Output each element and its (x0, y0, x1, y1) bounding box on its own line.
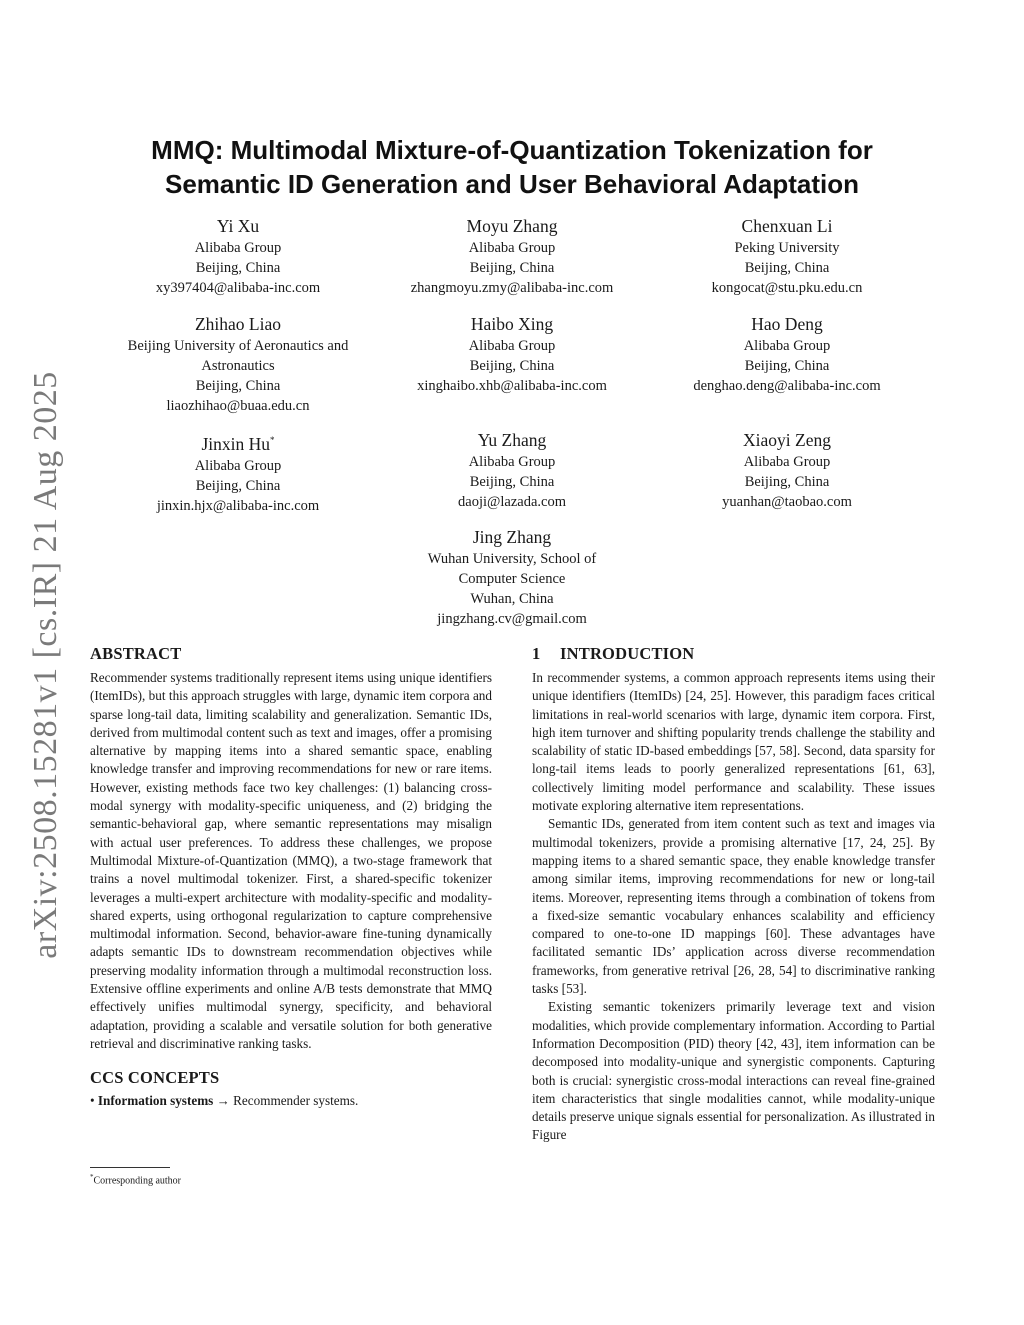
author-affiliation: Wuhan University, School of (427, 551, 597, 567)
introduction-paragraph: In recommender systems, a common approach represents items using their unique identifiers (ItemIDs) [24, 25]. However, this paradigm faces critical limitations in real-world scenarios with large, dynamic item corpora. First, high item turnover and shifting popularity trends challenge the stability and scalability of static ID-based embeddings [57, 58]. Second, data sparsity for long-tail items leads to poorly generalized representations [61, 63], collectively limiting model performance and scalability. These issues motivate exploring alternative item representations. (532, 670, 935, 814)
introduction-paragraph: Semantic IDs, generated from item content such as text and images via multimodal tokenizers, provide a promising alternative [17, 24, 25]. By mapping items to a shared semantic space, they enable knowledge transfer among similar items, improving recommendations for new or long-tail items. Moreover, representing items through a combination of tokens from a fixed-size semantic vocabulary enhances scalability and efficiency compared to one-to-one ID mappings [60]. These advantages have facilitated semantic IDs’ application across diverse recommendation frameworks, from generative retrival [26, 28, 54] to discriminative ranking tasks [53]. (532, 816, 935, 997)
author-affiliation: Alibaba Group (468, 338, 556, 354)
ccs-arrow: → (216, 1093, 230, 1109)
section-number: 1 (532, 644, 541, 663)
author-location: Beijing, China (744, 474, 830, 490)
abstract-heading: ABSTRACT (90, 644, 182, 663)
author-email: zhangmoyu.zmy@alibaba-inc.com (410, 280, 614, 296)
footnote-rule (90, 1167, 170, 1168)
author-name: Yi Xu (216, 216, 260, 236)
ccs-term: Information systems (97, 1093, 214, 1109)
author-affiliation: Alibaba Group (743, 338, 831, 354)
author-card (90, 312, 386, 416)
ccs-concept-entry (90, 1091, 492, 1111)
paper-title-line-1: MMQ: Multimodal Mixture-of-Quantization Tokenization for (151, 135, 873, 165)
author-email: jingzhang.cv@gmail.com (437, 611, 587, 627)
author-card (374, 214, 650, 298)
author-card (374, 312, 650, 396)
author-card (374, 428, 650, 512)
author-affiliation: Alibaba Group (468, 454, 556, 470)
author-name: Jing Zhang (472, 527, 552, 547)
author-affiliation: Alibaba Group (743, 454, 831, 470)
author-location: Beijing, China (744, 260, 830, 276)
author-location: Beijing, China (469, 358, 555, 374)
author-location: Beijing, China (195, 378, 281, 394)
author-email: liaozhihao@buaa.edu.cn (166, 398, 310, 414)
author-email: jinxin.hjx@alibaba-inc.com (156, 497, 320, 514)
ccs-subterm: Recommender systems. (233, 1093, 359, 1109)
author-affiliation: Beijing University of Aeronautics and (127, 338, 349, 354)
arxiv-identifier-stamp (16, 372, 76, 958)
author-location: Beijing, China (195, 477, 281, 494)
introduction-heading (532, 643, 935, 665)
author-name: Moyu Zhang (466, 216, 558, 236)
ccs-bullet: • (90, 1093, 95, 1109)
footnote-marker: * (90, 1173, 94, 1181)
author-location: Beijing, China (469, 474, 555, 490)
author-affiliation: Alibaba Group (468, 240, 556, 256)
corresponding-author-marker: * (270, 435, 275, 445)
author-card (90, 214, 386, 298)
author-card (640, 428, 934, 512)
author-email: yuanhan@taobao.com (722, 494, 852, 510)
author-affiliation: Alibaba Group (194, 240, 282, 256)
author-name: Yu Zhang (477, 430, 547, 450)
footnote-text: Corresponding author (93, 1175, 181, 1187)
author-name: Zhihao Liao (194, 314, 281, 334)
author-name: Xiaoyi Zeng (743, 430, 831, 450)
footnote (90, 1173, 181, 1186)
author-location: Beijing, China (195, 260, 281, 276)
author-email: kongocat@stu.pku.edu.cn (711, 280, 863, 296)
paper-title (90, 133, 934, 201)
author-email: xinghaibo.xhb@alibaba-inc.com (417, 378, 607, 394)
author-email: denghao.deng@alibaba-inc.com (693, 378, 881, 394)
author-affiliation: Computer Science (458, 571, 566, 587)
author-card (640, 312, 934, 396)
author-name: Hao Deng (751, 314, 823, 334)
abstract-section (90, 643, 492, 1111)
introduction-paragraph: Existing semantic tokenizers primarily leverage text and vision modalities, which provide complementary information. According to Partial Information Decomposition (PID) theory [42, 43], item information can be decomposed into modality-unique and synergistic components. Capturing both is crucial: synergistic cross-modal interactions can reveal fine-grained item characteristics that single modalities cannot, while modality-unique details preserve unique signals essential for personalization. As illustrated in Figure (532, 999, 935, 1143)
author-affiliation: Astronautics (201, 358, 275, 374)
author-name: Chenxuan Li (741, 216, 833, 236)
paper-title-line-2: Semantic ID Generation and User Behavioral Adaptation (165, 169, 859, 199)
author-card (90, 428, 386, 516)
author-location: Beijing, China (744, 358, 830, 374)
author-name (90, 428, 386, 456)
author-card (640, 214, 934, 298)
author-location: Wuhan, China (470, 591, 554, 607)
author-card (374, 525, 650, 629)
abstract-text: Recommender systems traditionally represent items using unique identifiers (ItemIDs), but this approach struggles with large, dynamic item corpora and sparse long-tail data, limiting scalability and generalization. Semantic IDs, derived from multimodal content such as text and images, offer a promising alternative by mapping items into a shared semantic space, enabling knowledge transfer and improving recommendations for new or rare items. However, existing methods face two key challenges: (1) balancing cross-modal synergy with modality-specific uniqueness, and (2) bridging the semantic-behavioral gap, where semantic representations may misalign with actual user preferences. To address these challenges, we propose Multimodal Mixture-of-Quantization (MMQ), a two-stage framework that trains a novel multimodal tokenizer. First, a shared-specific tokenizer leverages a multi-expert architecture with modality-specific and modality-shared experts, using orthogonal regularization to capture comprehensive multimodal information. Second, behavior-aware fine-tuning dynamically adapts semantic IDs to downstream recommendation objectives while preserving modality information through a multimodal reconstruction loss. Extensive offline experiments and online A/B tests demonstrate that MMQ effectively unifies multimodal synergy, specificity, and behavioral adaptation, providing a scalable and versatile solution for both generative retrieval and discriminative ranking tasks. (90, 670, 492, 1051)
introduction-section (532, 643, 935, 1145)
author-name-text: Jinxin Hu (201, 433, 271, 454)
section-title: INTRODUCTION (560, 644, 695, 663)
author-email: xy397404@alibaba-inc.com (155, 280, 321, 296)
ccs-concepts-heading: CCS CONCEPTS (90, 1068, 220, 1088)
author-affiliation: Alibaba Group (194, 457, 282, 474)
author-email: daoji@lazada.com (458, 494, 566, 510)
arxiv-identifier-text: arXiv:2508.15281v1 [cs.IR] 21 Aug 2025 (27, 371, 65, 959)
author-location: Beijing, China (469, 260, 555, 276)
author-name: Haibo Xing (470, 314, 554, 334)
author-affiliation: Peking University (734, 240, 840, 256)
